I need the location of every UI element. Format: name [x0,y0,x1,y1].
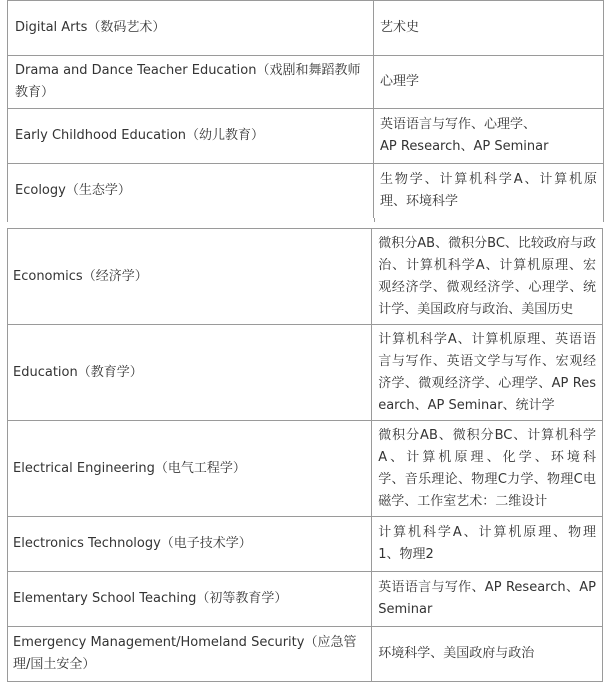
major-cell: Economics（经济学） [8,229,372,325]
major-cell: Ecology（生态学） [8,164,374,219]
courses-cell [374,1,604,56]
table-row [8,421,603,517]
course-line: 计算机科学A、计算机原理、英语语 [378,331,596,347]
table-row [8,572,603,627]
course-line: Seminar [378,602,433,617]
major-text: Emergency Management/Homeland Security（应急管理/国土安全） [13,635,357,672]
course-line: 生物学、计算机科学A、计算机原 [380,172,597,187]
course-line: 计学、美国政府与政治、美国历史 [378,301,574,317]
course-line: 环境科学、美国政府与政治 [378,646,535,661]
course-line: 济学、微观经济学、心理学、AP Res [378,375,596,391]
course-line: 磁学、工作室艺术：二维设计 [378,493,548,509]
courses-cell [372,229,603,325]
majors-table-bottom [7,228,603,682]
course-line: AP Research、AP Seminar [380,139,549,154]
major-cell: Early Childhood Education（幼儿教育） [8,109,374,164]
table-row [8,627,603,682]
table-row [8,164,604,219]
table-row [8,56,604,109]
course-line: 言与写作、英语文学与写作、宏观经 [378,353,596,369]
courses-cell [372,517,603,572]
major-cell: Electrical Engineering（电气工程学） [8,421,372,517]
courses-cell [374,109,604,164]
major-cell: Drama and Dance Teacher Education（戏剧和舞蹈教师教育） [8,56,374,109]
course-line: 观经济学、微观经济学、心理学、统 [378,279,596,295]
major-cell: Electronics Technology（电子技术学） [8,517,372,572]
course-line: 英语语言与写作、AP Research、AP [378,580,596,595]
major-cell: Education（教育学） [8,325,372,421]
course-line: 治、计算机科学A、计算机原理、宏 [378,257,596,273]
course-line: earch、AP Seminar、统计学 [378,397,555,413]
divider [7,218,8,222]
courses-cell [372,572,603,627]
course-line: 艺术史 [380,20,420,35]
course-line: 理、环境科学 [380,194,459,209]
major-cell: Elementary School Teaching（初等教育学） [8,572,372,627]
divider [603,218,604,222]
courses-cell [372,421,603,517]
majors-table-top [7,0,604,219]
course-line: 英语语言与写作、心理学、 [380,117,537,132]
courses-cell [372,627,603,682]
course-line: 心理学 [380,74,420,89]
course-line: 学、音乐理论、物理C力学、物理C电 [378,471,596,487]
course-line: 计算机科学A、计算机原理、物理 [378,525,596,540]
major-cell [8,627,372,682]
courses-cell [372,325,603,421]
table-row [8,1,604,56]
table-row [8,517,603,572]
table-row [8,109,604,164]
divider [374,218,375,222]
course-line: 1、物理2 [378,547,434,562]
course-line: 微积分AB、微积分BC、比较政府与政 [378,235,596,251]
table-row [8,325,603,421]
course-line: A、计算机原理、化学、环境科 [378,449,596,465]
screenshot-seam [0,218,612,228]
courses-cell [374,56,604,109]
major-cell: Digital Arts（数码艺术） [8,1,374,56]
table-row [8,229,603,325]
course-line: 微积分AB、微积分BC、计算机科学 [378,427,596,443]
courses-cell [374,164,604,219]
